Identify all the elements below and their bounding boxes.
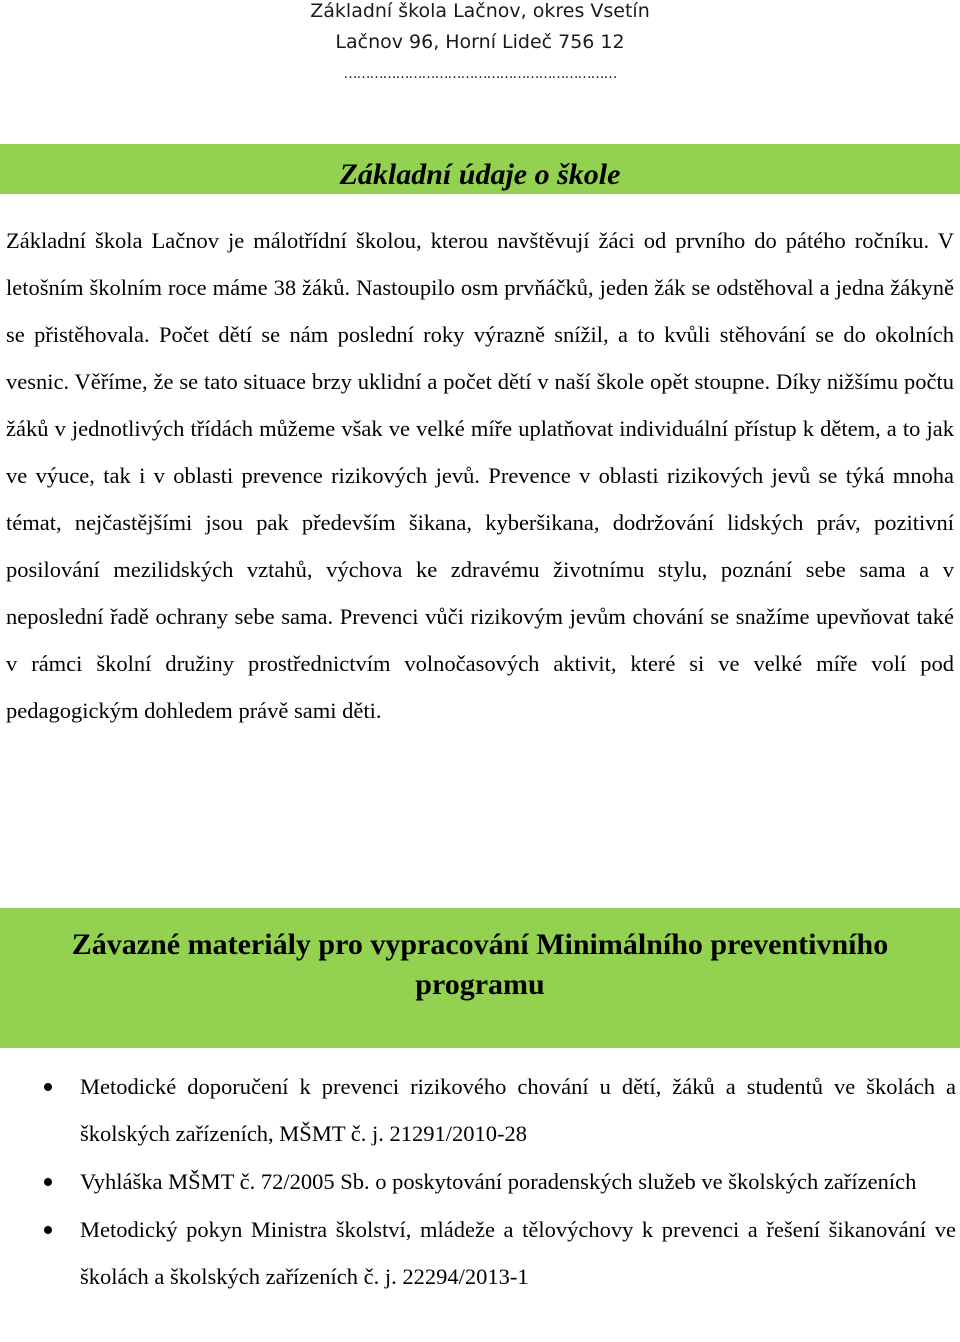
section-title-materials: Závazné materiály pro vypracování Minimálního preventivního programu [71, 928, 889, 1001]
list-item-text: Metodický pokyn Ministra školství, mládeže a tělovýchovy k prevenci a řešení šikanování ve školách a školských zařízeních č. j. 22294/2013-1 [80, 1217, 956, 1289]
school-name: Základní škola Lačnov, okres Vsetín [310, 0, 650, 22]
section-title-basic-info: Základní údaje o škole [339, 158, 621, 191]
list-item [0, 1063, 956, 1157]
list-item [0, 1206, 956, 1300]
body-paragraph: Základní škola Lačnov je málotřídní školou, kterou navštěvují žáci od prvního do pátého ročníku. V letošním školním roce máme 38 žáků. Nastoupilo osm prvňáčků, jeden žák se odstěhoval a jedna žákyně se přistěhovala. Počet dětí se nám poslední roky výrazně snížil, a to kvůli stěhování se do okolních vesnic. Věříme, že se tato situace brzy uklidní a počet dětí v naší škole opět stoupne. Díky nižšímu počtu žáků v jednotlivých třídách můžeme však ve velké míře uplatňovat individuální přístup k dětem, a to jak ve výuce, tak i v oblasti prevence rizikových jevů. Prevence v oblasti rizikových jevů se týká mnoha témat, nejčastějšími jsou pak především šikana, kyberšikana, dodržování lidských práv, pozitivní posilování mezilidských vztahů, výchova ke zdravému životnímu stylu, poznání sebe sama a v neposlední řadě ochrany sebe sama. Prevenci vůči rizikovým jevům chování se snažíme upevňovat také v rámci školní družiny prostřednictvím volnočasových aktivit, které si ve velké míře volí pod pedagogickým dohledem právě sami děti. [6, 228, 954, 723]
bullet-icon [44, 1226, 52, 1234]
school-address: Lačnov 96, Horní Lideč 756 12 [335, 31, 625, 53]
bullet-icon [44, 1083, 52, 1091]
list-item [0, 1158, 956, 1205]
materials-list [0, 1063, 960, 1301]
header-divider-dots: ……………………………………………………… [343, 66, 617, 82]
bullet-icon [44, 1178, 52, 1186]
list-item-text: Vyhláška MŠMT č. 72/2005 Sb. o poskytování poradenských služeb ve školských zařízeních [80, 1169, 917, 1194]
list-item-text: Metodické doporučení k prevenci rizikového chování u dětí, žáků a studentů ve školách a školských zařízeních, MŠMT č. j. 21291/2010-28 [80, 1074, 956, 1146]
